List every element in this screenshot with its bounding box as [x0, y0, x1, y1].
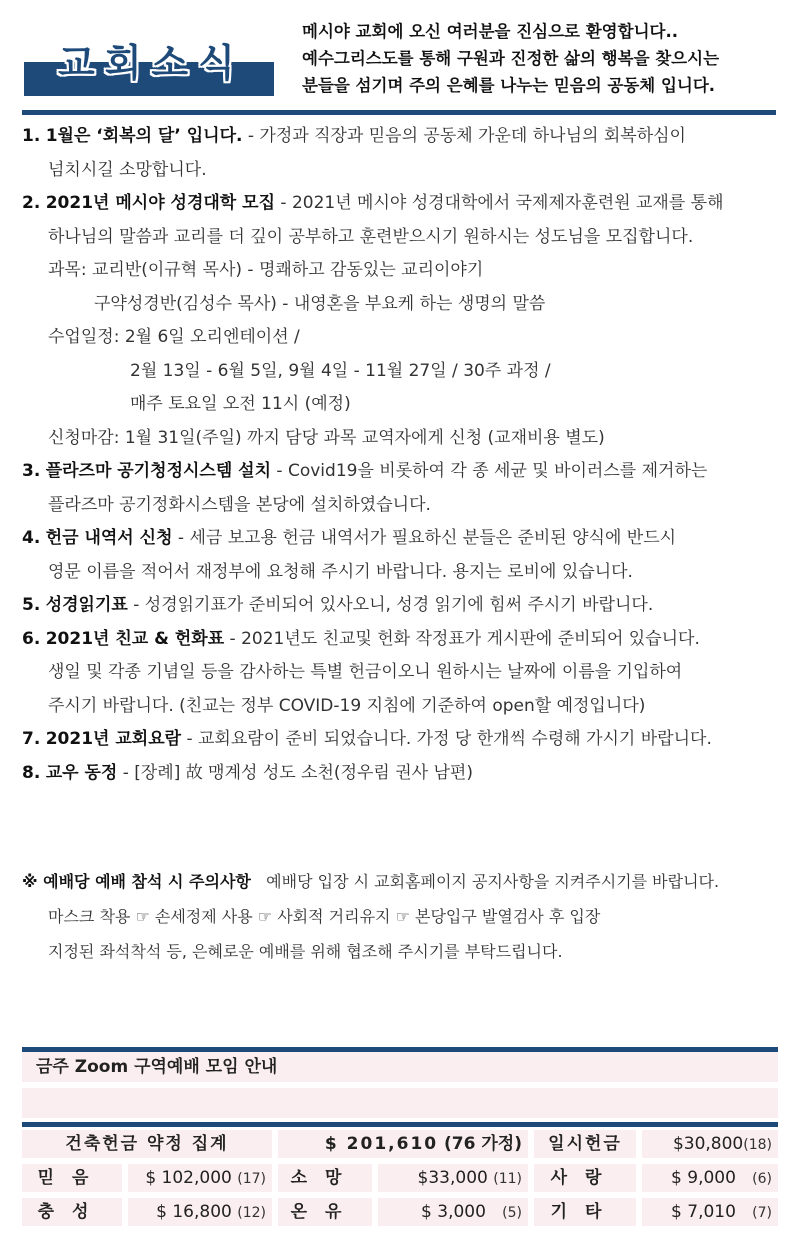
item-heading: 헌금 내역서 신청 — [45, 528, 173, 548]
fund-count: (6) — [752, 1171, 772, 1187]
notice-line — [22, 864, 782, 899]
fund-total-count: (76 가정) — [444, 1134, 522, 1154]
fund-amount: $ 102,000 — [145, 1168, 232, 1188]
worship-notice — [22, 864, 782, 969]
list-item — [22, 522, 782, 556]
item-heading: 1월은 ‘회복의 달’ 입니다. — [45, 126, 243, 146]
fund-amount: $ 3,000 — [421, 1202, 486, 1222]
fund-count: (11) — [493, 1171, 522, 1187]
fund-label: 충성 — [22, 1198, 122, 1226]
item-number: 6. — [22, 628, 41, 649]
news-list — [22, 120, 782, 790]
fund-amount: $ 9,000 — [671, 1168, 736, 1188]
item-number: 4. — [22, 528, 41, 548]
list-item — [22, 589, 782, 623]
item-heading: 2021년 메시야 성경대학 모집 — [45, 193, 275, 213]
welcome-message — [302, 18, 782, 99]
item-text: - 교회요람이 준비 되었습니다. 가정 당 한개씩 수령해 가시기 바랍니다. — [181, 729, 712, 749]
fund-amount-cell — [642, 1164, 778, 1192]
list-item — [22, 623, 782, 657]
list-item: 넘치시길 소망합니다. — [48, 159, 207, 180]
item-heading: 2021년 교회요람 — [45, 729, 182, 749]
zoom-section — [22, 1047, 778, 1118]
item-text: - 가정과 직장과 믿음의 공동체 가운데 하나님의 회복하심이 — [242, 126, 686, 146]
item-heading: 교우 동정 — [45, 762, 118, 783]
fund-label: 온유 — [278, 1198, 372, 1226]
fund-label: 일시헌금 — [534, 1130, 636, 1158]
fund-label: 기타 — [534, 1198, 636, 1226]
fund-count: (5) — [502, 1205, 522, 1221]
table-row — [22, 1195, 778, 1229]
list-item: 2월 13일 - 6월 5일, 9월 4일 - 11월 27일 / 30주 과정 / — [130, 360, 551, 381]
list-item: 신청마감: 1월 31일(주일) 까지 담당 과목 교역자에게 신청 (교재비용 별도) — [48, 427, 605, 448]
list-item — [22, 757, 782, 791]
table-row — [22, 1161, 778, 1195]
fund-title: 건축헌금 약정 집계 — [22, 1130, 272, 1158]
fund-count: (18) — [743, 1137, 772, 1153]
zoom-title: 금주 Zoom 구역예배 모임 안내 — [22, 1052, 778, 1082]
fund-amount-cell — [378, 1164, 528, 1192]
notice-line: 지정된 좌석착석 등, 은혜로운 예배를 위해 협조해 주시기를 부탁드립니다. — [48, 942, 563, 961]
item-text: - 성경읽기표가 준비되어 있사오니, 성경 읽기에 힘써 주시기 바랍니다. — [127, 595, 654, 615]
item-number: 5. — [22, 595, 41, 615]
page-title: 교회소식 — [58, 41, 245, 85]
list-item: 주시기 바랍니다. (친교는 정부 COVID-19 지침에 기준하여 open할 예정입니다) — [48, 695, 646, 716]
item-heading: 2021년 친교 & 헌화표 — [45, 628, 225, 649]
item-number: 3. — [22, 461, 41, 481]
item-text: - Covid19을 비롯하여 각 종 세균 및 바이러스를 제거하는 — [271, 461, 708, 481]
notice-heading: ※ 예배당 예배 참석 시 주의사항 — [22, 872, 251, 891]
notice-line: 마스크 착용 ☞ 손세정제 사용 ☞ 사회적 거리유지 ☞ 본당입구 발열검사 후 입장 — [48, 907, 601, 926]
zoom-content — [22, 1088, 778, 1118]
list-item — [22, 187, 782, 221]
item-text: - 세금 보고용 헌금 내역서가 필요하신 분들은 준비된 양식에 반드시 — [172, 528, 677, 548]
fund-amount-cell — [378, 1198, 528, 1226]
table-row — [22, 1127, 778, 1161]
item-heading: 성경읽기표 — [45, 595, 128, 615]
item-number: 1. — [22, 126, 41, 146]
list-item: 하나님의 말씀과 교리를 더 깊이 공부하고 훈련받으시기 원하시는 성도님을 모집합니다. — [48, 226, 694, 247]
notice-text: 예배당 입장 시 교회홈페이지 공지사항을 지켜주시기를 바랍니다. — [266, 872, 720, 891]
item-text: - [장례] 故 맹계성 성도 소천(정우림 권사 남편) — [117, 762, 473, 783]
building-fund-table — [22, 1127, 778, 1229]
list-item — [22, 723, 782, 757]
list-item — [22, 120, 782, 154]
fund-total-cell — [278, 1130, 528, 1158]
item-number: 2. — [22, 193, 41, 213]
item-number: 7. — [22, 729, 41, 749]
fund-label: 사랑 — [534, 1164, 636, 1192]
list-item: 과목: 교리반(이규혁 목사) - 명쾌하고 감동있는 교리이야기 — [48, 260, 484, 280]
fund-amount-cell — [642, 1198, 778, 1226]
list-item: 구약성경반(김성수 목사) - 내영혼을 부요케 하는 생명의 말씀 — [94, 293, 546, 314]
list-item: 생일 및 각종 기념일 등을 감사하는 특별 헌금이오니 원하시는 날짜에 이름을 기입하여 — [48, 662, 683, 682]
fund-count: (12) — [237, 1205, 266, 1221]
list-item: 영문 이름을 적어서 재정부에 요청해 주시기 바랍니다. 용지는 로비에 있습니다. — [48, 561, 633, 582]
fund-amount-cell — [128, 1198, 272, 1226]
fund-label: 믿음 — [22, 1164, 122, 1192]
item-text: - 2021년 메시야 성경대학에서 국제제자훈련원 교재를 통해 — [275, 193, 724, 213]
item-text: - 2021년도 친교및 헌화 작정표가 게시판에 준비되어 있습니다. — [224, 628, 700, 649]
fund-amount-cell — [642, 1130, 778, 1158]
welcome-line: 예수그리스도를 통해 구원과 진정한 삶의 행복을 찾으시는 — [302, 49, 720, 68]
fund-amount-cell — [128, 1164, 272, 1192]
fund-amount: $ 16,800 — [156, 1202, 232, 1222]
list-item — [22, 455, 782, 489]
welcome-line: 분들을 섬기며 주의 은혜를 나누는 믿음의 공동체 입니다. — [302, 76, 716, 95]
item-number: 8. — [22, 762, 41, 783]
list-item: 수업일정: 2월 6일 오리엔테이션 / — [48, 327, 300, 347]
welcome-line: 메시야 교회에 오신 여러분을 진심으로 환영합니다.. — [302, 22, 678, 41]
header — [0, 0, 805, 120]
list-item: 플라즈마 공기정화시스템을 본당에 설치하였습니다. — [48, 494, 431, 515]
item-heading: 플라즈마 공기청정시스템 설치 — [45, 461, 272, 481]
fund-count: (7) — [752, 1205, 772, 1221]
divider — [22, 110, 776, 115]
fund-amount: $ 7,010 — [671, 1202, 736, 1222]
fund-total: $ 201,610 — [324, 1134, 439, 1154]
fund-label: 소망 — [278, 1164, 372, 1192]
fund-count: (17) — [237, 1171, 266, 1187]
list-item: 매주 토요일 오전 11시 (예정) — [130, 394, 351, 414]
fund-amount: $30,800 — [672, 1134, 744, 1154]
fund-amount: $33,000 — [417, 1168, 488, 1188]
